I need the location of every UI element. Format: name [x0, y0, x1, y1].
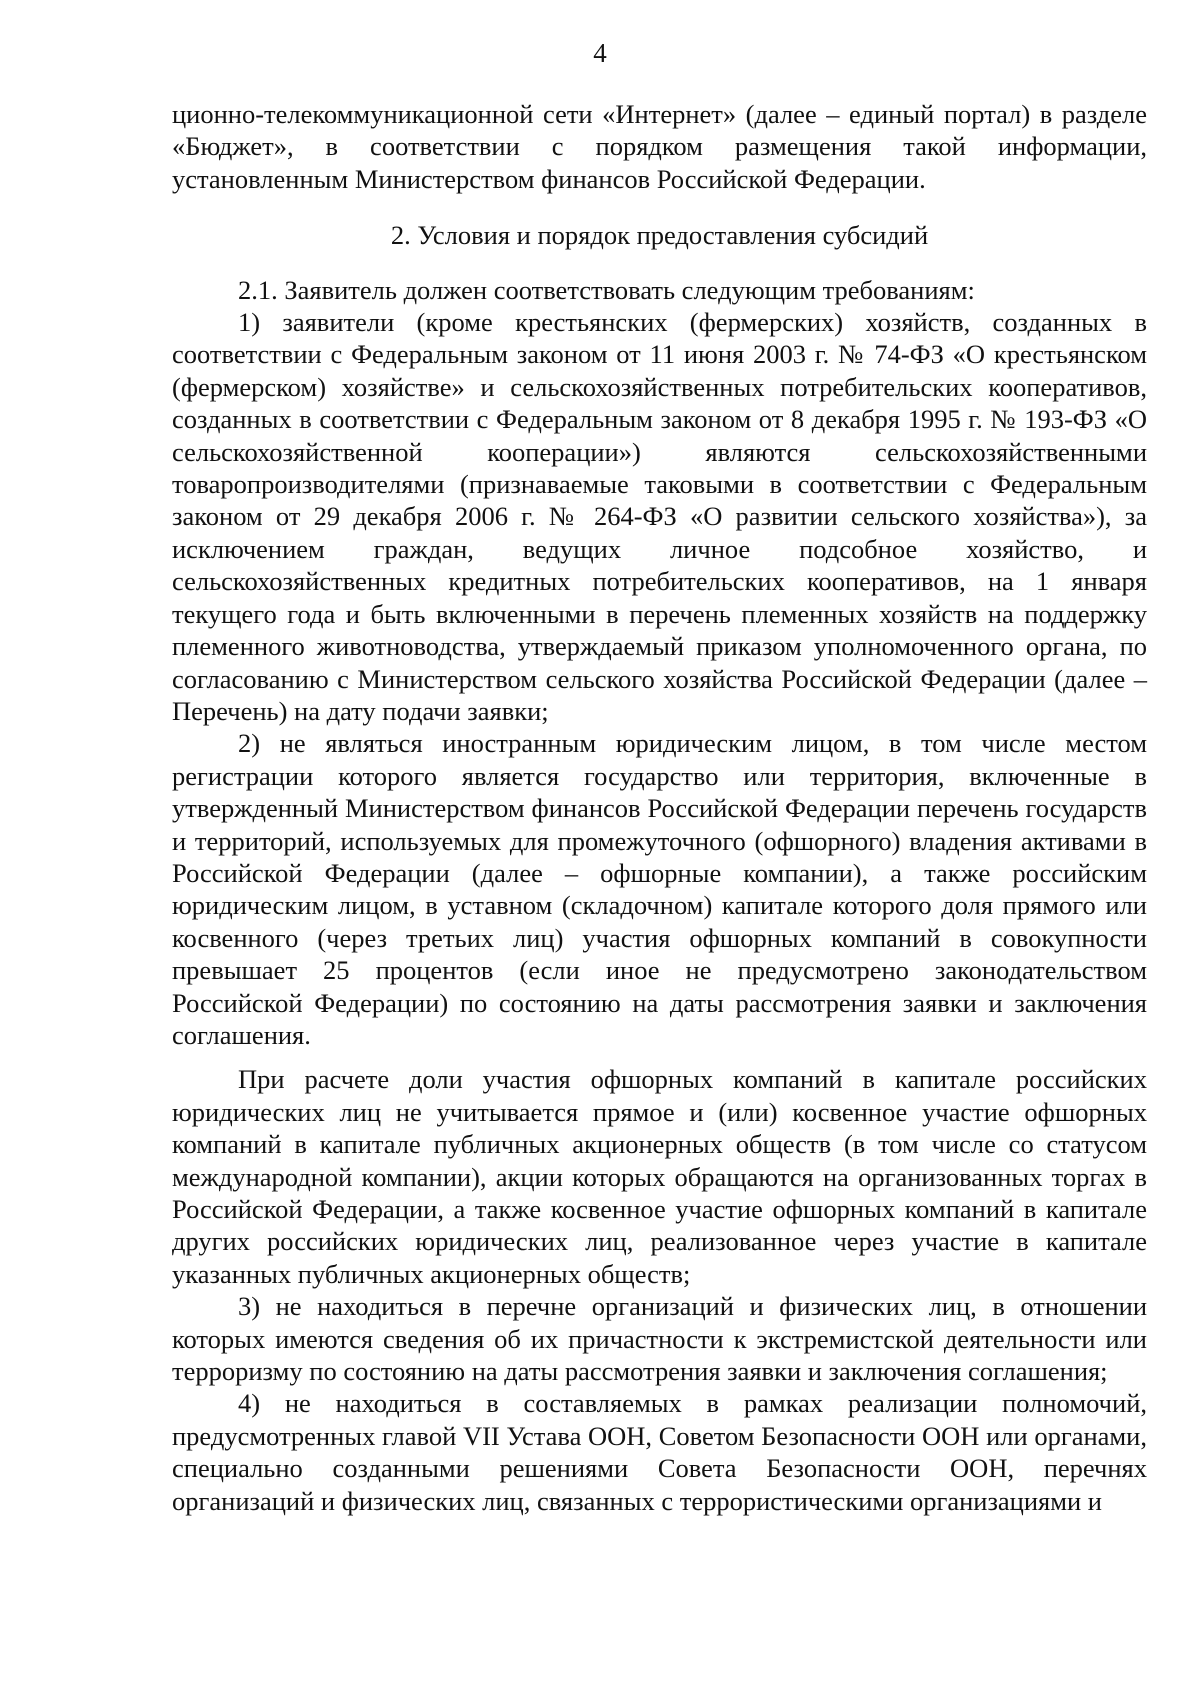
requirement-item-2: 2) не являться иностранным юридическим лицом, в том числе местом регистрации которого является государство или территория, включенные в утвержденный Министерством финансов Российской Федерации перечень государств и территорий, используемых для промежуточного (офшорного) владения активами в Российской Федерации (далее – офшорные компании), а также российским юридическим лицом, в уставном (складочном) капитале которого доля прямого или косвенного (через третьих лиц) участия офшорных компаний в совокупности превышает 25 процентов (если иное не предусмотрено законодательством Российской Федерации) по состоянию на даты рассмотрения заявки и заключения соглашения.: [172, 728, 1147, 1050]
requirement-item-2-note: При расчете доли участия офшорных компаний в капитале российских юридических лиц не учитывается прямое и (или) косвенное участие офшорных компаний в капитале публичных акционерных обществ (в том числе со статусом международной компании), акции которых обращаются на организованных торгах в Российской Федерации, а также косвенное участие офшорных компаний в капитале других российских юридических лиц, реализованное через участие в капитале указанных публичных акционерных обществ;: [172, 1064, 1147, 1289]
clause-2-1: 2.1. Заявитель должен соответствовать следующим требованиям:: [238, 274, 975, 305]
page-number: 4: [593, 38, 607, 68]
requirement-item-1: 1) заявители (кроме крестьянских (фермерских) хозяйств, созданных в соответствии с Федеральным законом от 11 июня 2003 г. № 74-ФЗ «О крестьянском (фермерском) хозяйстве» и сельскохозяйственных потребительских кооперативов, созданных в соответствии с Федеральным законом от 8 декабря 1995 г. № 193-ФЗ «О сельскохозяйственной кооперации») являются сельскохозяйственными товаропроизводителями (признаваемые таковыми в соответствии с Федеральным законом от 29 декабря 2006 г. № 264-ФЗ «О развитии сельского хозяйства»), за исключением граждан, ведущих личное подсобное хозяйство, и сельскохозяйственных кредитных потребительских кооперативов, на 1 января текущего года и быть включенными в перечень племенных хозяйств на поддержку племенного животноводства, утверждаемый приказом уполномоченного органа, по согласованию с Министерством сельского хозяйства Российской Федерации (далее – Перечень) на дату подачи заявки;: [172, 307, 1147, 726]
section-heading: 2. Условия и порядок предоставления субсидий: [390, 220, 929, 251]
requirement-item-3: 3) не находиться в перечне организаций и физических лиц, в отношении которых имеются сведения об их причастности к экстремистской деятельности или терроризму по состоянию на даты рассмотрения заявки и заключения соглашения;: [172, 1291, 1147, 1387]
requirement-item-4: 4) не находиться в составляемых в рамках реализации полномочий, предусмотренных главой VII Устава ООН, Советом Безопасности ООН или органами, специально созданными решениями Совета Безопасности ООН, перечнях организаций и физических лиц, связанных с террористическими организациями и: [172, 1388, 1147, 1516]
lead-paragraph: ционно-телекоммуникационной сети «Интернет» (далее – единый портал) в разделе «Бюджет», в соответствии с порядком размещения такой информации, установленным Министерством финансов Российской Федерации.: [172, 99, 1147, 194]
document-body: [172, 98, 1147, 1517]
